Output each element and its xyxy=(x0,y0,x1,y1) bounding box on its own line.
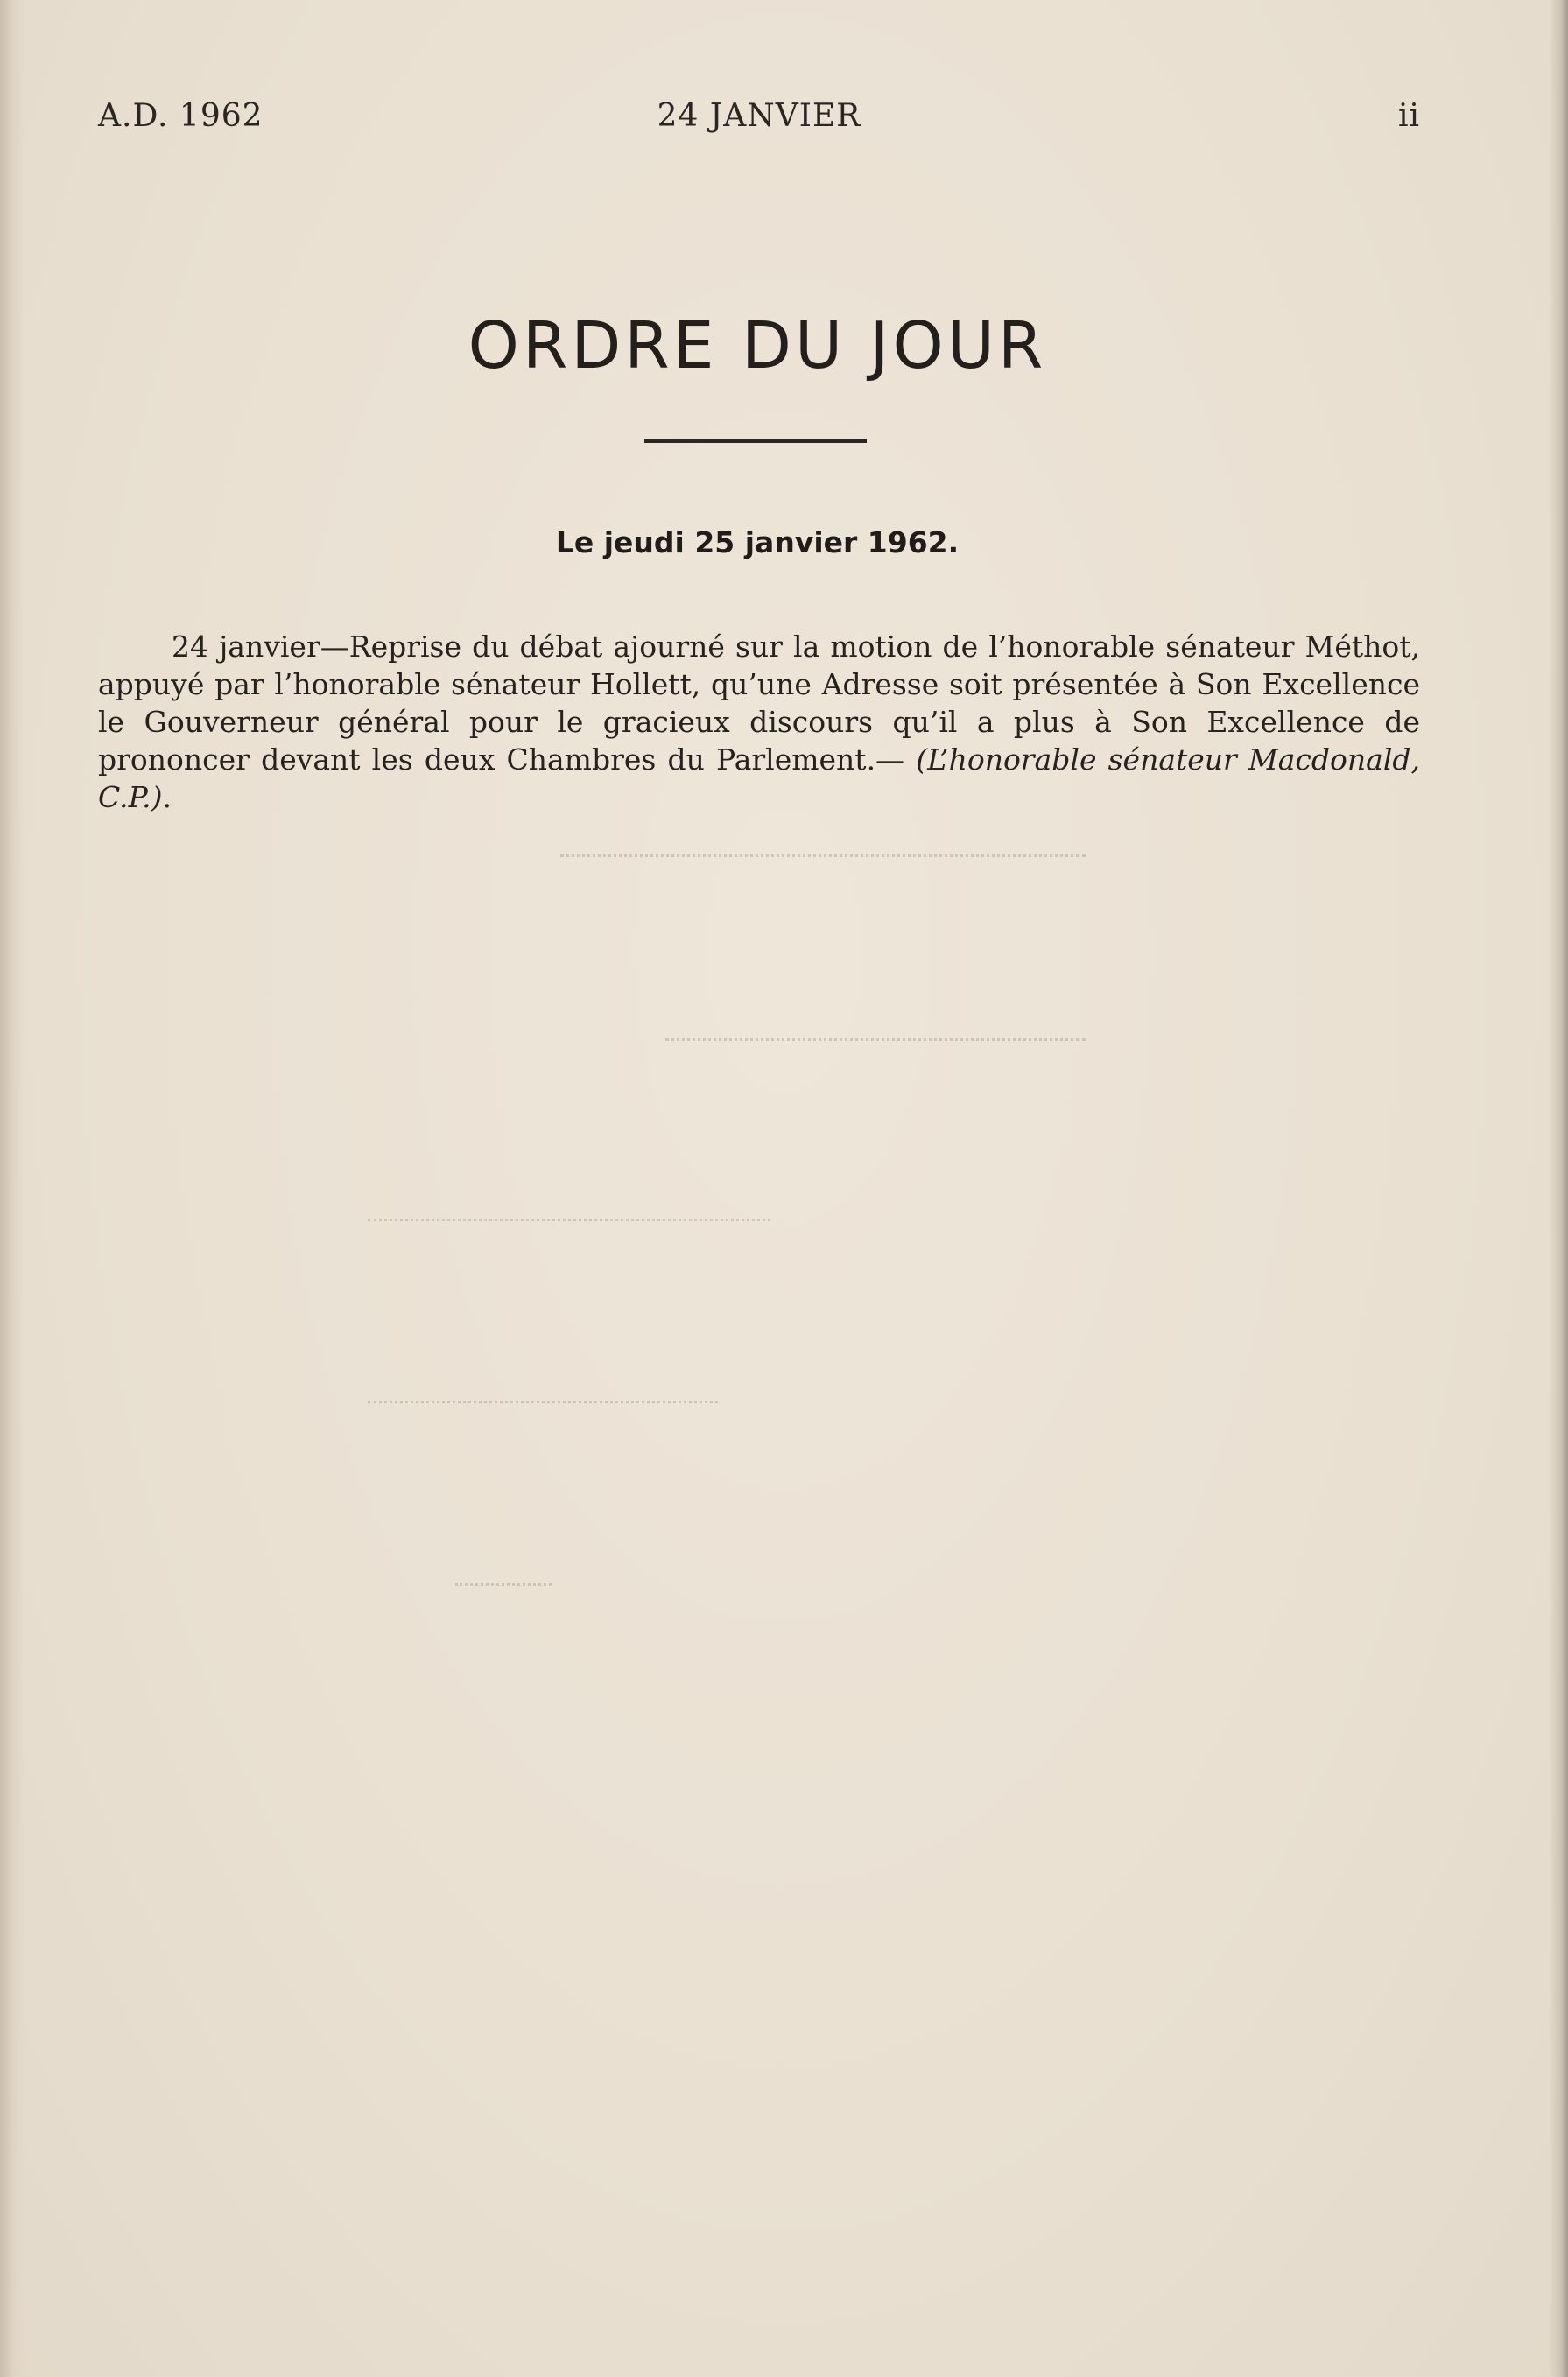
show-through-line xyxy=(560,854,1086,857)
show-through-line xyxy=(665,1038,1086,1041)
running-head xyxy=(98,98,1420,140)
session-date: Le jeudi 25 janvier 1962. xyxy=(555,525,960,559)
page-number: ii xyxy=(1397,98,1420,134)
show-through-line xyxy=(368,1401,718,1403)
agenda-entry-text: 24 janvier—Reprise du débat ajourné sur la motion de l’honorable sénateur Méthot, appuyé par l’honorable sénateur Hollett, qu’une Adresse soit présentée à Son Excellence le Gouverneur général pour le gracieux discours qu’il a plus à Son Excellence de prononcer devant les deux Chambres du Parlement.— xyxy=(98,629,1420,777)
agenda-entry xyxy=(98,628,1420,816)
show-through-line xyxy=(368,1219,770,1221)
agenda-entry-reference: (L’honorable sénateur Macdonald, C.P.) xyxy=(98,742,1420,814)
running-head-year: A.D. 1962 xyxy=(98,98,264,134)
show-through-line xyxy=(455,1583,552,1586)
agenda-entry-end: . xyxy=(162,780,172,814)
running-head-date: 24 JANVIER xyxy=(657,98,861,134)
title-rule xyxy=(644,439,867,443)
page-title: ORDRE DU JOUR xyxy=(468,308,1047,383)
